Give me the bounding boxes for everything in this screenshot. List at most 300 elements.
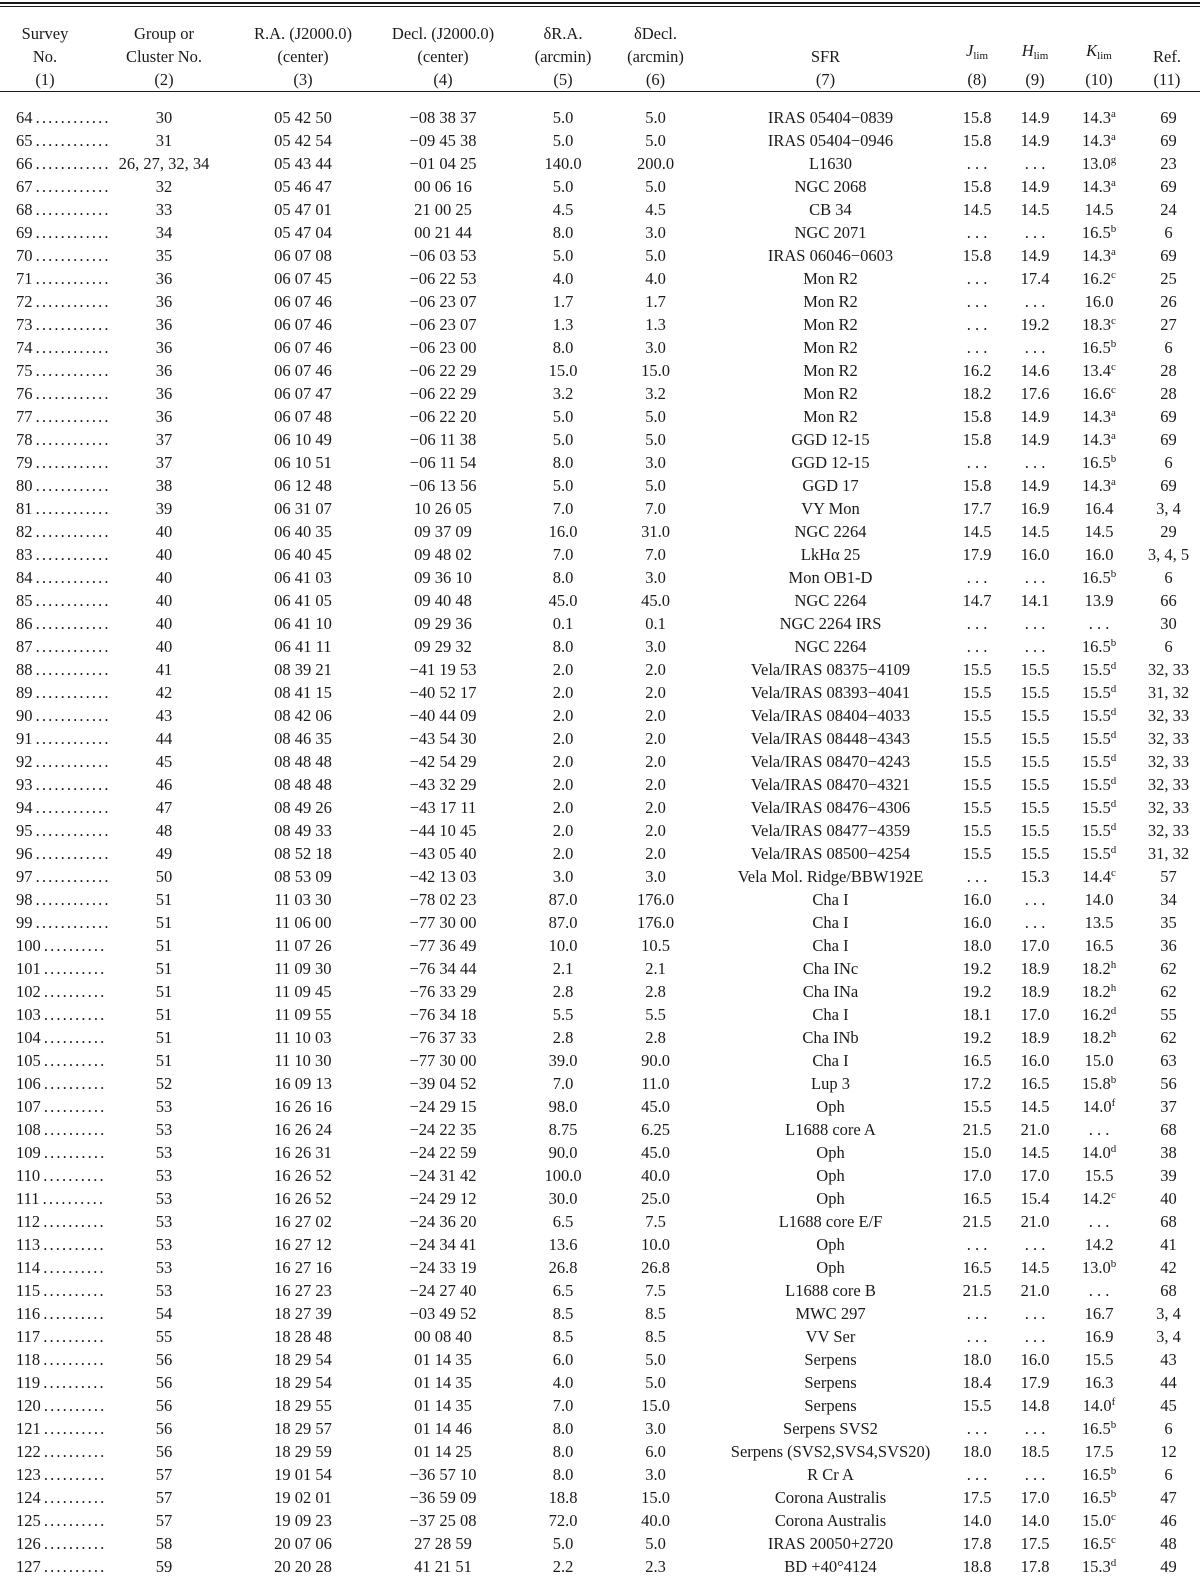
delta-ra-text: 2.0 (552, 821, 574, 840)
survey-no-text: 113 (16, 1235, 41, 1254)
group-no (90, 911, 238, 934)
table-row (0, 1348, 1200, 1371)
sfr-name (703, 1049, 948, 1072)
h-limit (1006, 1348, 1064, 1371)
col-header-sfr: SFR (7) (810, 47, 841, 89)
k-limit-text: 16.5 (1081, 568, 1111, 587)
h-limit (1006, 1026, 1064, 1049)
ra-center (238, 290, 368, 313)
ra-center (238, 1279, 368, 1302)
k-limit (1064, 451, 1134, 474)
delta-dec (608, 1486, 703, 1509)
survey-no (0, 221, 108, 244)
delta-dec-text: 5.0 (645, 177, 666, 196)
k-limit-text: 16.5 (1084, 936, 1114, 955)
h-limit (1006, 244, 1064, 267)
delta-dec-text: 5.0 (645, 1373, 666, 1392)
survey-no-text: 81 (16, 499, 33, 518)
top-rule (0, 2, 1200, 4)
ra-center-text: 08 48 48 (274, 775, 332, 794)
dec-center (368, 1072, 518, 1095)
delta-ra-text: 8.5 (552, 1304, 574, 1323)
delta-ra (518, 520, 608, 543)
k-limit-note: b (1110, 1465, 1117, 1477)
delta-dec-text: 1.7 (645, 292, 666, 311)
ra-center (238, 382, 368, 405)
j-limit-text: 15.5 (962, 660, 992, 679)
k-limit (1064, 1394, 1134, 1417)
survey-no-text: 71 (16, 269, 33, 288)
h-limit-text: 16.0 (1020, 1051, 1050, 1070)
k-limit-note: c (1110, 361, 1116, 373)
k-limit (1064, 336, 1134, 359)
h-limit (1006, 589, 1064, 612)
delta-ra-text: 7.0 (552, 1396, 574, 1415)
leader-dots: . . . . . . . . . . . . (32, 177, 108, 196)
delta-dec-text: 5.5 (645, 1005, 666, 1024)
dec-center-text: 21 00 25 (414, 200, 472, 219)
h-limit (1006, 1486, 1064, 1509)
ra-center-text: 06 07 08 (274, 246, 332, 265)
dec-center (368, 1256, 518, 1279)
sfr-name-text: Cha I (812, 913, 849, 932)
reference-text: 12 (1160, 1442, 1177, 1461)
k-limit (1064, 1348, 1134, 1371)
ra-center-text: 20 07 06 (274, 1534, 332, 1553)
ra-center (238, 359, 368, 382)
group-no (90, 704, 238, 727)
k-limit-text: 18.2 (1081, 959, 1111, 978)
j-limit (948, 1486, 1006, 1509)
ra-center (238, 520, 368, 543)
h-limit (1006, 129, 1064, 152)
delta-dec-text: 15.0 (641, 1488, 670, 1507)
delta-ra-text: 1.3 (552, 315, 574, 334)
j-limit (948, 1049, 1006, 1072)
delta-ra (518, 612, 608, 635)
delta-ra-text: 15.0 (548, 361, 578, 380)
reference (1134, 566, 1200, 589)
sfr-name-text: L1630 (808, 154, 853, 173)
h-limit-text: 21.0 (1020, 1212, 1050, 1231)
h-limit-text: . . . (1024, 1419, 1046, 1438)
reference (1134, 1394, 1200, 1417)
ra-center (238, 474, 368, 497)
table-row (0, 819, 1200, 842)
sfr-name (703, 451, 948, 474)
k-limit (1064, 1164, 1134, 1187)
delta-dec (608, 1440, 703, 1463)
reference (1134, 152, 1200, 175)
delta-dec (608, 635, 703, 658)
table-row (0, 1325, 1200, 1348)
dec-center-text: −76 34 44 (409, 959, 477, 978)
dec-center (368, 1417, 518, 1440)
survey-no-text: 73 (16, 315, 33, 334)
delta-dec-text: 5.0 (645, 407, 666, 426)
group-no-text: 56 (155, 1419, 173, 1438)
group-no-text: 34 (155, 223, 173, 242)
sfr-name (703, 1463, 948, 1486)
group-no (90, 198, 238, 221)
table-row (0, 1026, 1200, 1049)
table-body (0, 100, 1200, 1578)
survey-no-text: 120 (16, 1396, 41, 1415)
table-row (0, 750, 1200, 773)
dec-center-text: −77 30 00 (409, 1051, 477, 1070)
group-no-text: 51 (155, 1005, 173, 1024)
delta-ra (518, 405, 608, 428)
reference (1134, 1164, 1200, 1187)
ra-center-text: 16 26 52 (274, 1166, 332, 1185)
sfr-name-text: Serpens (804, 1350, 857, 1369)
reference (1134, 635, 1200, 658)
h-limit-text: 16.5 (1020, 1074, 1050, 1093)
survey-no-text: 67 (16, 177, 33, 196)
dec-center (368, 589, 518, 612)
sfr-name-text: VV Ser (805, 1327, 856, 1346)
h-limit (1006, 635, 1064, 658)
sfr-name-text: GGD 12-15 (791, 430, 870, 449)
h-limit-text: 17.0 (1020, 1488, 1050, 1507)
delta-dec (608, 100, 703, 129)
j-limit (948, 1141, 1006, 1164)
reference (1134, 589, 1200, 612)
leader-dots: . . . . . . . . . . . . (32, 108, 108, 127)
survey-no-text: 123 (16, 1465, 41, 1484)
reference-text: 6 (1164, 453, 1173, 472)
h-limit-text: 14.5 (1020, 200, 1050, 219)
group-no-text: 56 (155, 1373, 173, 1392)
sfr-name-text: R Cr A (807, 1465, 854, 1484)
delta-ra-text: 1.7 (552, 292, 574, 311)
sfr-name (703, 474, 948, 497)
k-limit-text: 15.5 (1084, 1166, 1114, 1185)
j-limit (948, 888, 1006, 911)
delta-dec (608, 175, 703, 198)
survey-no-text: 105 (16, 1051, 41, 1070)
group-no (90, 359, 238, 382)
k-limit (1064, 1279, 1134, 1302)
reference-text: 6 (1164, 223, 1173, 242)
k-limit (1064, 750, 1134, 773)
reference (1134, 1072, 1200, 1095)
group-no (90, 543, 238, 566)
j-limit (948, 911, 1006, 934)
j-limit-text: 15.8 (962, 131, 992, 150)
k-limit (1064, 704, 1134, 727)
h-limit (1006, 1371, 1064, 1394)
k-limit (1064, 1072, 1134, 1095)
j-limit (948, 1233, 1006, 1256)
j-limit-text: 18.0 (962, 1350, 992, 1369)
dec-center-text: 01 14 35 (414, 1350, 472, 1369)
delta-dec-text: 45.0 (641, 1097, 670, 1116)
group-no-text: 36 (155, 361, 173, 380)
k-limit (1064, 543, 1134, 566)
h-limit-text: 17.8 (1020, 1557, 1050, 1576)
j-limit-text: 14.5 (962, 522, 992, 541)
delta-dec (608, 543, 703, 566)
k-limit-text: 14.4 (1082, 867, 1111, 886)
dec-center (368, 1279, 518, 1302)
group-no-text: 59 (155, 1557, 173, 1576)
dec-center-text: −24 27 40 (409, 1281, 477, 1300)
sfr-name-text: Vela Mol. Ridge/BBW192E (737, 867, 924, 886)
leader-dots: . . . . . . . . . . . . (32, 752, 108, 771)
sfr-name (703, 1509, 948, 1532)
j-limit (948, 1509, 1006, 1532)
delta-dec (608, 888, 703, 911)
j-limit-text: 17.7 (962, 499, 992, 518)
dec-center-text: −06 22 29 (409, 384, 477, 403)
leader-dots: . . . . . . . . . . . . (32, 453, 108, 472)
group-no-text: 53 (155, 1143, 173, 1162)
delta-dec (608, 727, 703, 750)
ra-center (238, 635, 368, 658)
group-no-text: 47 (155, 798, 173, 817)
reference (1134, 1279, 1200, 1302)
j-limit-text: 19.2 (962, 1028, 992, 1047)
group-no (90, 1325, 238, 1348)
ra-center (238, 566, 368, 589)
leader-dots: . . . . . . . . . . (40, 936, 104, 955)
k-limit-note: a (1110, 246, 1116, 258)
ra-center-text: 11 10 03 (274, 1028, 332, 1047)
k-limit-text: 14.0 (1081, 1143, 1111, 1162)
j-limit-text: 15.8 (962, 430, 992, 449)
group-no-text: 49 (155, 844, 173, 863)
k-limit-text: 16.4 (1084, 499, 1114, 518)
dec-center-text: 01 14 35 (414, 1396, 472, 1415)
k-limit-note: h (1110, 1028, 1117, 1040)
j-limit-text: . . . (966, 637, 988, 656)
delta-ra (518, 100, 608, 129)
ra-center (238, 1072, 368, 1095)
k-limit-text: 16.5 (1081, 338, 1111, 357)
h-limit-text: 14.9 (1020, 476, 1050, 495)
delta-dec-text: 2.0 (645, 821, 666, 840)
table-row (0, 1118, 1200, 1141)
ra-center-text: 16 27 23 (274, 1281, 332, 1300)
sfr-name-text: Cha I (812, 1005, 849, 1024)
ra-center (238, 612, 368, 635)
h-limit (1006, 1325, 1064, 1348)
leader-dots: . . . . . . . . . . . . (32, 729, 108, 748)
group-no-text: 54 (155, 1304, 173, 1323)
delta-ra (518, 589, 608, 612)
h-limit (1006, 681, 1064, 704)
survey-no (0, 957, 104, 980)
k-limit-note: b (1110, 1258, 1117, 1270)
ra-center-text: 16 26 24 (274, 1120, 332, 1139)
sfr-name (703, 1555, 948, 1578)
delta-dec (608, 957, 703, 980)
sfr-name (703, 1325, 948, 1348)
ra-center (238, 727, 368, 750)
reference (1134, 658, 1200, 681)
h-limit-text: 17.0 (1020, 936, 1050, 955)
group-no-text: 40 (155, 637, 173, 656)
delta-ra-text: 8.5 (552, 1327, 574, 1346)
k-limit-text: 14.3 (1082, 246, 1111, 265)
leader-dots: . . . . . . . . . . (40, 1028, 104, 1047)
sfr-name (703, 405, 948, 428)
delta-dec-text: 0.1 (645, 614, 666, 633)
group-no-text: 51 (155, 1051, 173, 1070)
ra-center (238, 221, 368, 244)
survey-no-text: 85 (16, 591, 33, 610)
reference-text: 34 (1160, 890, 1177, 909)
k-limit (1064, 221, 1134, 244)
reference-text: 68 (1160, 1120, 1177, 1139)
delta-dec-text: 3.0 (645, 1465, 666, 1484)
delta-dec-text: 5.0 (645, 131, 666, 150)
ra-center-text: 05 42 50 (274, 108, 332, 127)
group-no-text: 37 (155, 453, 173, 472)
group-no-text: 40 (155, 591, 173, 610)
delta-dec-text: 3.0 (645, 338, 666, 357)
delta-ra (518, 727, 608, 750)
dec-center-text: −06 22 20 (409, 407, 477, 426)
k-limit (1064, 1233, 1134, 1256)
k-limit (1064, 773, 1134, 796)
dec-center-text: 27 28 59 (414, 1534, 472, 1553)
group-no-text: 40 (155, 614, 173, 633)
k-limit-text: 14.3 (1082, 131, 1111, 150)
delta-ra-text: 5.0 (552, 177, 574, 196)
delta-ra (518, 1141, 608, 1164)
h-limit (1006, 934, 1064, 957)
reference-text: 6 (1164, 1419, 1173, 1438)
delta-ra (518, 1233, 608, 1256)
ra-center-text: 05 43 44 (274, 154, 332, 173)
k-limit-note: c (1110, 384, 1116, 396)
delta-dec (608, 497, 703, 520)
sfr-name-text: GGD 17 (802, 476, 859, 495)
delta-ra (518, 382, 608, 405)
ra-center (238, 658, 368, 681)
k-limit-note: f (1111, 1097, 1116, 1109)
sfr-name-text: IRAS 05404−0839 (767, 108, 894, 127)
ra-center-text: 06 07 48 (274, 407, 332, 426)
delta-dec (608, 1302, 703, 1325)
sfr-name-text: Vela/IRAS 08448−4343 (750, 729, 911, 748)
h-limit-text: 15.5 (1020, 775, 1050, 794)
k-limit-note: a (1110, 177, 1116, 189)
j-limit (948, 1256, 1006, 1279)
survey-no-text: 127 (16, 1557, 41, 1576)
sfr-name (703, 100, 948, 129)
reference (1134, 1509, 1200, 1532)
sfr-name (703, 773, 948, 796)
table-row (0, 1095, 1200, 1118)
col-header-delta-ra: δR.A. (arcmin) (5) (534, 24, 592, 89)
reference (1134, 911, 1200, 934)
sfr-name-text: NGC 2068 (794, 177, 867, 196)
delta-dec-text: 5.0 (645, 476, 666, 495)
ra-center-text: 05 46 47 (274, 177, 332, 196)
table-row (0, 1279, 1200, 1302)
sfr-name-text: Cha I (812, 890, 849, 909)
group-no-text: 37 (155, 430, 173, 449)
h-limit (1006, 313, 1064, 336)
reference-text: 32, 33 (1147, 729, 1190, 748)
reference (1134, 1141, 1200, 1164)
sfr-name (703, 1256, 948, 1279)
delta-ra (518, 704, 608, 727)
delta-ra (518, 1118, 608, 1141)
delta-dec-text: 31.0 (641, 522, 670, 541)
dec-center-text: 10 26 05 (414, 499, 472, 518)
table-row (0, 842, 1200, 865)
dec-center (368, 543, 518, 566)
dec-center (368, 1095, 518, 1118)
delta-ra (518, 1095, 608, 1118)
table-row (0, 336, 1200, 359)
sfr-name (703, 1233, 948, 1256)
survey-no-text: 77 (16, 407, 33, 426)
sfr-name (703, 175, 948, 198)
k-limit-text: 15.5 (1081, 844, 1111, 863)
table-row (0, 175, 1200, 198)
table-row (0, 1440, 1200, 1463)
dec-center-text: −77 36 49 (409, 936, 477, 955)
reference-text: 63 (1160, 1051, 1177, 1070)
delta-dec (608, 980, 703, 1003)
k-limit-text: 16.6 (1082, 384, 1111, 403)
survey-no (0, 474, 108, 497)
delta-ra (518, 1164, 608, 1187)
survey-no (0, 1118, 104, 1141)
h-limit-text: 15.5 (1020, 798, 1050, 817)
k-limit-text: 16.2 (1081, 1005, 1111, 1024)
j-limit-text: 15.0 (962, 1143, 992, 1162)
dec-center-text: −76 37 33 (409, 1028, 477, 1047)
dec-center (368, 313, 518, 336)
sfr-name-text: NGC 2071 (794, 223, 867, 242)
j-limit-text: . . . (966, 453, 988, 472)
dec-center-text: −24 31 42 (409, 1166, 477, 1185)
j-limit (948, 474, 1006, 497)
h-limit (1006, 1210, 1064, 1233)
ra-center-text: 06 41 05 (274, 591, 332, 610)
ra-center-text: 05 42 54 (274, 131, 332, 150)
reference (1134, 198, 1200, 221)
delta-ra-text: 87.0 (548, 890, 578, 909)
h-limit-text: . . . (1024, 1327, 1046, 1346)
sfr-name (703, 244, 948, 267)
j-limit (948, 819, 1006, 842)
j-limit-text: . . . (966, 1304, 988, 1323)
j-limit-text: 16.5 (962, 1258, 992, 1277)
ra-center-text: 06 41 03 (274, 568, 332, 587)
ra-center-text: 05 47 04 (274, 223, 332, 242)
j-limit (948, 244, 1006, 267)
delta-dec-text: 176.0 (636, 890, 675, 909)
sfr-name-text: Mon R2 (803, 407, 858, 426)
reference-text: 68 (1160, 1281, 1177, 1300)
h-limit-text: 17.4 (1020, 269, 1050, 288)
dec-center-text: 00 06 16 (414, 177, 472, 196)
survey-no-text: 89 (16, 683, 33, 702)
survey-no-text: 88 (16, 660, 33, 679)
delta-ra (518, 796, 608, 819)
reference-text: 69 (1160, 131, 1177, 150)
group-no (90, 1187, 238, 1210)
group-no (90, 980, 238, 1003)
k-limit (1064, 382, 1134, 405)
